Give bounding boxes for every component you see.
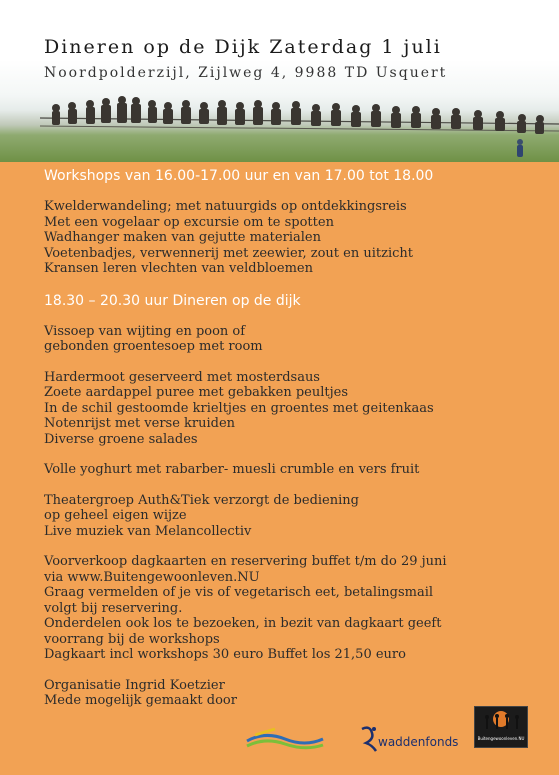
list-item: Graag vermelden of je vis of vegetarisch eet, betalingsmail <box>44 585 434 600</box>
sponsor-logo-waves <box>245 719 325 753</box>
dike-photo-header <box>0 0 559 162</box>
service-info <box>44 493 554 540</box>
list-item: Voorverkoop dagkaarten en reservering buffet t/m do 29 juni <box>44 554 447 569</box>
list-item: Hardermoot geserveerd met mosterdsaus <box>44 369 320 385</box>
dancing-figures-icon <box>475 707 527 735</box>
list-item: Diverse groene salades <box>44 431 198 447</box>
soup-course <box>44 324 554 355</box>
list-item: In de schil gestoomde krieltjes en groentes met geitenkaas <box>44 400 434 416</box>
buitengewoonleven-logo <box>474 706 528 748</box>
list-item: Kransen leren vlechten van veldbloemen <box>44 261 313 276</box>
list-item: Mede mogelijk gemaakt door <box>44 693 237 708</box>
list-item: via www.Buitengewoonleven.NU <box>44 569 260 585</box>
list-item: voorrang bij de workshops <box>44 631 220 647</box>
list-item: Met een vogelaar op excursie om te spotten <box>44 214 334 230</box>
dessert-course <box>44 462 554 478</box>
list-item: Volle yoghurt met rabarber- muesli crumble en vers fruit <box>44 462 420 477</box>
list-item: gebonden groentesoep met room <box>44 339 263 354</box>
list-item: Zoete aardappel puree met gebakken peultjes <box>44 385 349 400</box>
list-item: Notenrijst met verse kruiden <box>44 416 236 431</box>
list-item: Onderdelen ook los te bezoeken, in bezit van dagkaart geeft <box>44 616 442 631</box>
waddenfonds-bird-icon <box>360 725 378 753</box>
list-item: Dagkaart incl workshops 30 euro Buffet los 21,50 euro <box>44 647 406 662</box>
list-item: Kwelderwandeling; met natuurgids op ontdekkingsreis <box>44 199 407 214</box>
workshop-list <box>44 199 554 277</box>
list-item: op geheel eigen wijze <box>44 508 187 523</box>
main-course <box>44 370 554 448</box>
crowd-on-dike-image <box>0 0 559 162</box>
workshops-heading: Workshops van 16.00-17.00 uur en van 17.00 tot 18.00 <box>44 168 434 184</box>
waddenfonds-logo-text: waddenfonds <box>378 735 459 749</box>
program-content <box>44 167 554 724</box>
list-item: Wadhanger maken van gejutte materialen <box>44 230 321 245</box>
list-item: volgt bij reservering. <box>44 600 183 616</box>
sponsor-logos <box>0 700 559 760</box>
dinner-heading: 18.30 – 20.30 uur Dineren op de dijk <box>44 292 301 309</box>
event-title: Dineren op de Dijk Zaterdag 1 juli <box>44 36 442 58</box>
list-item: Organisatie Ingrid Koetzier <box>44 677 225 693</box>
buitengewoonleven-logo-text: Buitengewoonleven.NU <box>477 736 525 741</box>
list-item: Voetenbadjes, verwennerij met zeewier, zout en uitzicht <box>44 245 413 261</box>
list-item: Theatergroep Auth&Tiek verzorgt de bediening <box>44 492 359 508</box>
event-address: Noordpolderzijl, Zijlweg 4, 9988 TD Usquert <box>44 65 448 81</box>
booking-info <box>44 554 554 663</box>
list-item: Vissoep van wijting en poon of <box>44 323 246 339</box>
list-item: Live muziek van Melancollectiv <box>44 523 252 539</box>
